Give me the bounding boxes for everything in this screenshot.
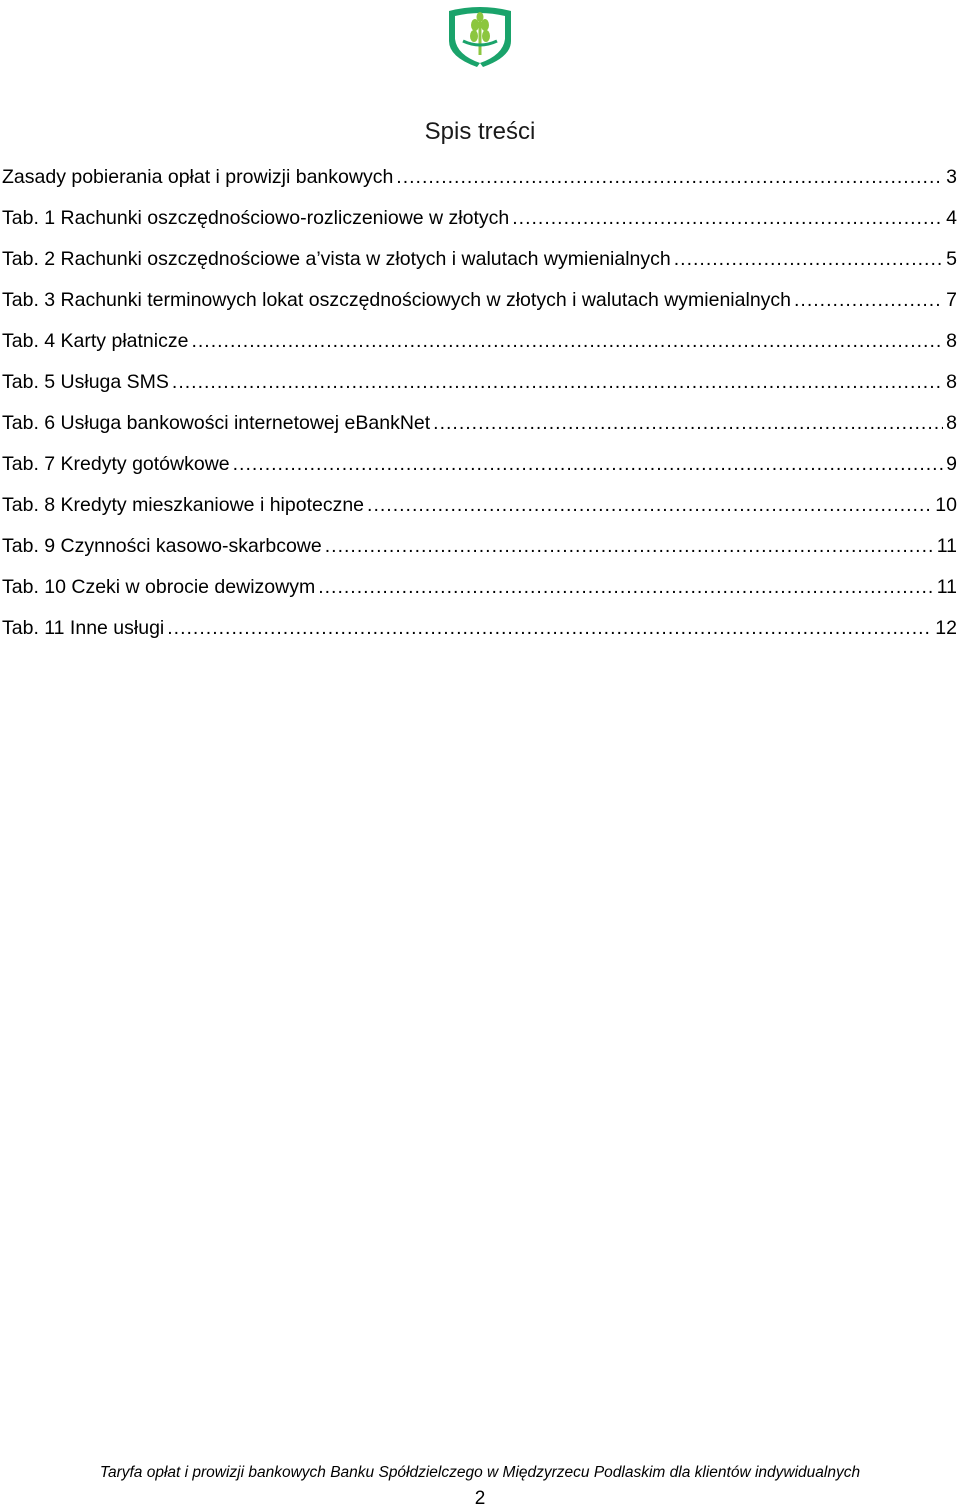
toc-entry-text: Tab. 5 Usługa SMS (2, 371, 169, 393)
toc-entry-text: Tab. 4 Karty płatnicze (2, 330, 189, 352)
toc-dot-leader (233, 447, 944, 481)
toc-dot-leader (512, 201, 943, 235)
toc-entry[interactable] (2, 160, 957, 201)
toc-entry[interactable] (2, 365, 957, 406)
toc-entry-page: 8 (946, 412, 957, 434)
toc-entry[interactable] (2, 406, 957, 447)
toc-dot-leader (191, 324, 943, 358)
toc-entry[interactable] (2, 242, 957, 283)
toc-entry-page: 10 (935, 494, 957, 516)
toc-dot-leader (318, 570, 934, 604)
toc-entry-text: Tab. 2 Rachunki oszczędnościowe a’vista w złotych i walutach wymienialnych (2, 248, 671, 270)
footer-text: Taryfa opłat i prowizji bankowych Banku Spółdzielczego w Międzyrzecu Podlaskim dla klientów indywidualnych (99, 1464, 861, 1481)
toc-entry-text: Tab. 1 Rachunki oszczędnościowo-rozliczeniowe w złotych (2, 207, 510, 229)
toc-entry-page: 4 (946, 207, 957, 229)
toc-entry-text: Tab. 11 Inne usługi (2, 617, 165, 639)
toc-entry-page: 8 (946, 371, 957, 393)
bank-logo (443, 5, 517, 69)
toc-entry-page: 11 (936, 576, 957, 598)
toc-entry[interactable] (2, 570, 957, 611)
toc-title: Spis treści (424, 118, 536, 145)
toc-dot-leader (367, 488, 932, 522)
toc-entry-page: 3 (946, 166, 957, 188)
toc-dot-leader (396, 160, 943, 194)
toc-entry-text: Tab. 3 Rachunki terminowych lokat oszczędnościowych w złotych i walutach wymienialnych (2, 289, 792, 311)
toc-dot-leader (794, 283, 943, 317)
toc-entry-page: 8 (946, 330, 957, 352)
toc-entry-text: Tab. 10 Czeki w obrocie dewizowym (2, 576, 316, 598)
toc-dot-leader (674, 242, 943, 276)
toc-dot-leader (172, 365, 943, 399)
toc-entry-text: Tab. 6 Usługa bankowości internetowej eBankNet (2, 412, 431, 434)
toc-entry-page: 9 (946, 453, 957, 475)
toc-entry-page: 5 (946, 248, 957, 270)
toc-entry[interactable] (2, 529, 957, 570)
toc-entry-page: 11 (936, 535, 957, 557)
toc-dot-leader (433, 406, 943, 440)
toc-entry[interactable] (2, 488, 957, 529)
toc-entry[interactable] (2, 447, 957, 488)
toc-entry-text: Zasady pobierania opłat i prowizji bankowych (2, 166, 394, 188)
toc-entry-page: 7 (946, 289, 957, 311)
toc-entry[interactable] (2, 201, 957, 242)
toc-entry-text: Tab. 9 Czynności kasowo-skarbcowe (2, 535, 322, 557)
table-of-contents (2, 160, 957, 652)
toc-entry-text: Tab. 7 Kredyty gotówkowe (2, 453, 230, 475)
toc-dot-leader (325, 529, 934, 563)
toc-entry-page: 12 (935, 617, 957, 639)
toc-entry[interactable] (2, 324, 957, 365)
toc-entry[interactable] (2, 283, 957, 324)
toc-entry-text: Tab. 8 Kredyty mieszkaniowe i hipoteczne (2, 494, 365, 516)
bank-wheat-shield-logo-icon (443, 5, 517, 69)
page-number: 2 (474, 1488, 486, 1509)
toc-entry[interactable] (2, 611, 957, 652)
toc-dot-leader (167, 611, 932, 645)
